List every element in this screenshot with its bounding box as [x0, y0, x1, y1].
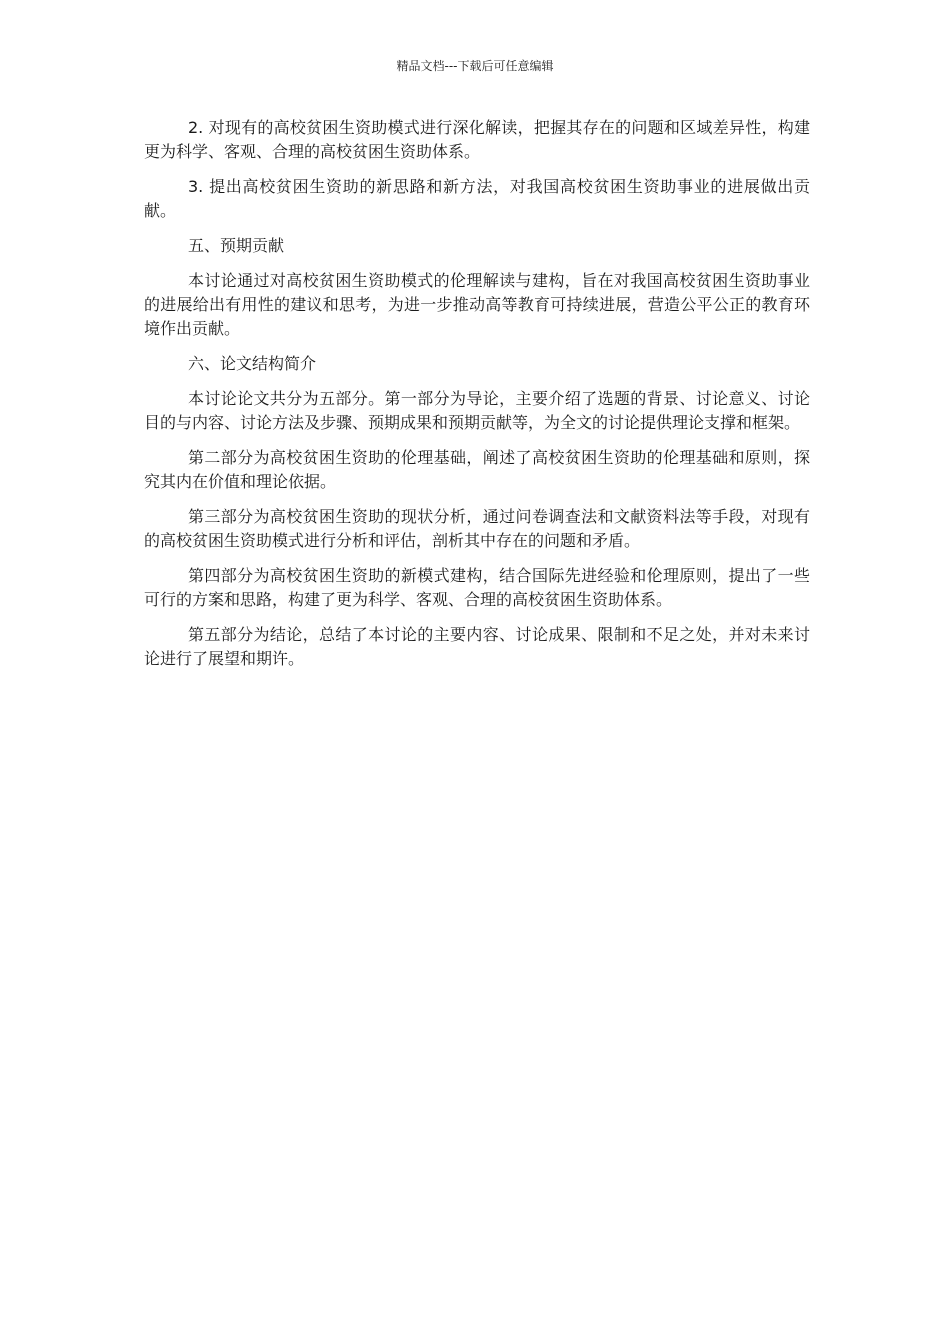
section-heading-expected-contribution: 五、预期贡献 [188, 236, 285, 255]
paragraph-expected-contribution: 本讨论通过对高校贫困生资助模式的伦理解读与建构，旨在对我国高校贫困生资助事业的进展给出有用性的建议和思考，为进一步推动高等教育可持续进展，营造公平公正的教育环境作出贡献。 [144, 271, 810, 338]
document-body [144, 116, 810, 682]
paragraph-structure-part-3: 第三部分为高校贫困生资助的现状分析，通过问卷调查法和文献资料法等手段，对现有的高校贫困生资助模式进行分析和评估，剖析其中存在的问题和矛盾。 [144, 507, 810, 550]
page-header: 精品文档---下载后可任意编辑 [396, 59, 554, 73]
paragraph-objective-2: 2. 对现有的高校贫困生资助模式进行深化解读，把握其存在的问题和区域差异性，构建更为科学、客观、合理的高校贫困生资助体系。 [144, 118, 810, 161]
paragraph-structure-part-1: 本讨论论文共分为五部分。第一部分为导论，主要介绍了选题的背景、讨论意义、讨论目的与内容、讨论方法及步骤、预期成果和预期贡献等，为全文的讨论提供理论支撑和框架。 [144, 389, 810, 432]
paragraph-structure-part-4: 第四部分为高校贫困生资助的新模式建构，结合国际先进经验和伦理原则，提出了一些可行的方案和思路，构建了更为科学、客观、合理的高校贫困生资助体系。 [144, 566, 810, 609]
paragraph-structure-part-5: 第五部分为结论，总结了本讨论的主要内容、讨论成果、限制和不足之处，并对未来讨论进行了展望和期许。 [144, 625, 810, 668]
paragraph-objective-3: 3. 提出高校贫困生资助的新思路和新方法，对我国高校贫困生资助事业的进展做出贡献。 [144, 177, 810, 220]
section-heading-structure: 六、论文结构简介 [188, 354, 317, 373]
paragraph-structure-part-2: 第二部分为高校贫困生资助的伦理基础，阐述了高校贫困生资助的伦理基础和原则，探究其内在价值和理论依据。 [144, 448, 810, 491]
